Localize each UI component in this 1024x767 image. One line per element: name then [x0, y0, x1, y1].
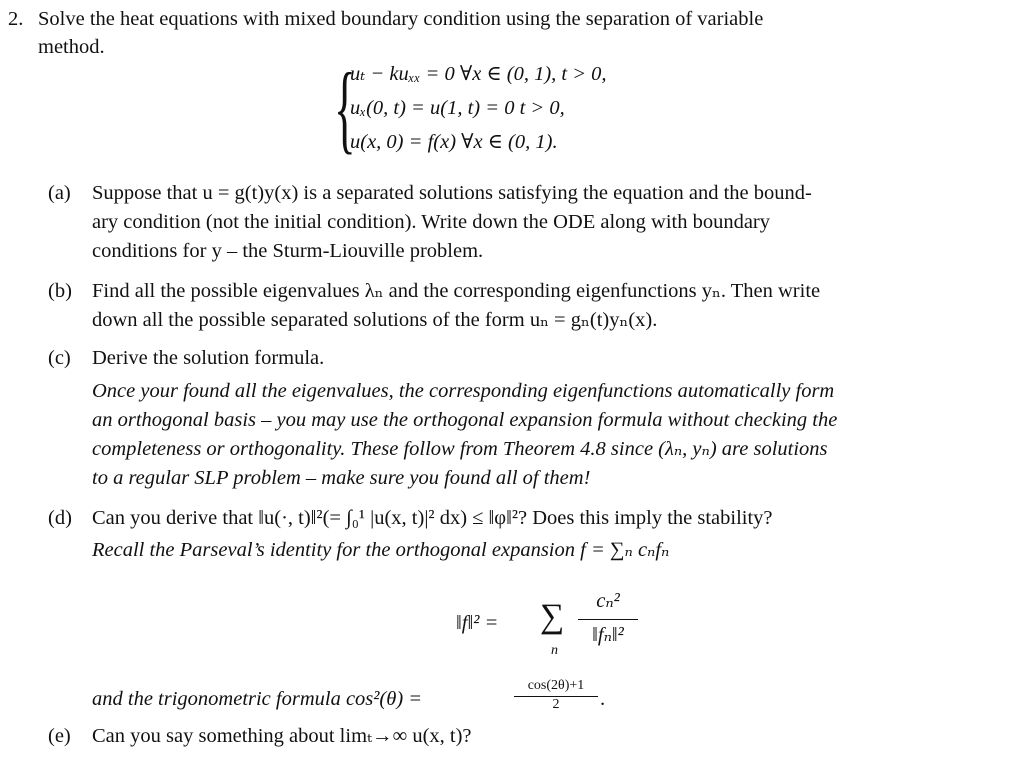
trig-numerator: cos(2θ)+1 — [527, 678, 585, 693]
part-e-line1: Can you say something about limₜ→∞ u(x, t)? — [92, 725, 472, 747]
part-e-label: (e) — [48, 725, 71, 747]
part-b-label: (b) — [48, 280, 72, 302]
part-a-line2: ary condition (not the initial condition). Write down the ODE along with boundary — [92, 211, 771, 233]
part-a-line3: conditions for y – the Sturm-Liouville problem. — [92, 240, 484, 262]
parseval-numerator: cₙ² — [596, 590, 620, 612]
parseval-sum-index: n — [551, 643, 558, 658]
problem-intro-line1: Solve the heat equations with mixed boundary condition using the separation of variable — [38, 8, 764, 30]
problem-intro-line2: method. — [38, 36, 105, 58]
part-c-line1: Derive the solution formula. — [92, 347, 325, 369]
part-a-label: (a) — [48, 182, 71, 204]
part-d-trig-text: and the trigonometric formula cos²(θ) = — [92, 688, 423, 710]
part-d-line1: Can you derive that ‖u(·, t)‖²(= ∫₀¹ |u(x, t)|² dx) ≤ ‖φ‖²? Does this imply the stability? — [92, 507, 773, 529]
system-brace: { — [334, 52, 356, 163]
parseval-lhs: ‖f‖² = — [456, 612, 499, 634]
part-d-label: (d) — [48, 507, 72, 529]
system-eq-initial: u(x, 0) = f(x) ∀x ∈ (0, 1). — [350, 131, 558, 153]
problem-number: 2. — [8, 8, 24, 30]
system-eq-boundary: uₓ(0, t) = u(1, t) = 0 t > 0, — [350, 97, 565, 119]
trig-period: . — [600, 688, 606, 710]
system-eq-pde: uₜ − kuₓₓ = 0 ∀x ∈ (0, 1), t > 0, — [350, 63, 607, 85]
part-b-line2: down all the possible separated solutions of the form uₙ = gₙ(t)yₙ(x). — [92, 309, 658, 331]
parseval-sum-sign: ∑ — [540, 598, 565, 635]
parseval-fraction-bar — [578, 619, 638, 620]
part-c-note2: an orthogonal basis – you may use the orthogonal expansion formula without checking the — [92, 409, 838, 431]
part-b-line1: Find all the possible eigenvalues λₙ and the corresponding eigenfunctions yₙ. Then write — [92, 280, 821, 302]
part-c-note4: to a regular SLP problem – make sure you found all of them! — [92, 467, 591, 489]
part-c-note3: completeness or orthogonality. These follow from Theorem 4.8 since (λₙ, yₙ) are solutions — [92, 438, 828, 460]
parseval-denominator: ‖fₙ‖² — [592, 624, 624, 646]
trig-denominator: 2 — [552, 697, 560, 712]
part-d-note1: Recall the Parseval’s identity for the orthogonal expansion f = ∑ₙ cₙfₙ — [92, 539, 670, 561]
part-a-line1: Suppose that u = g(t)y(x) is a separated solutions satisfying the equation and the bound- — [92, 182, 812, 204]
part-c-label: (c) — [48, 347, 71, 369]
part-c-note1: Once your found all the eigenvalues, the corresponding eigenfunctions automatically form — [92, 380, 835, 402]
